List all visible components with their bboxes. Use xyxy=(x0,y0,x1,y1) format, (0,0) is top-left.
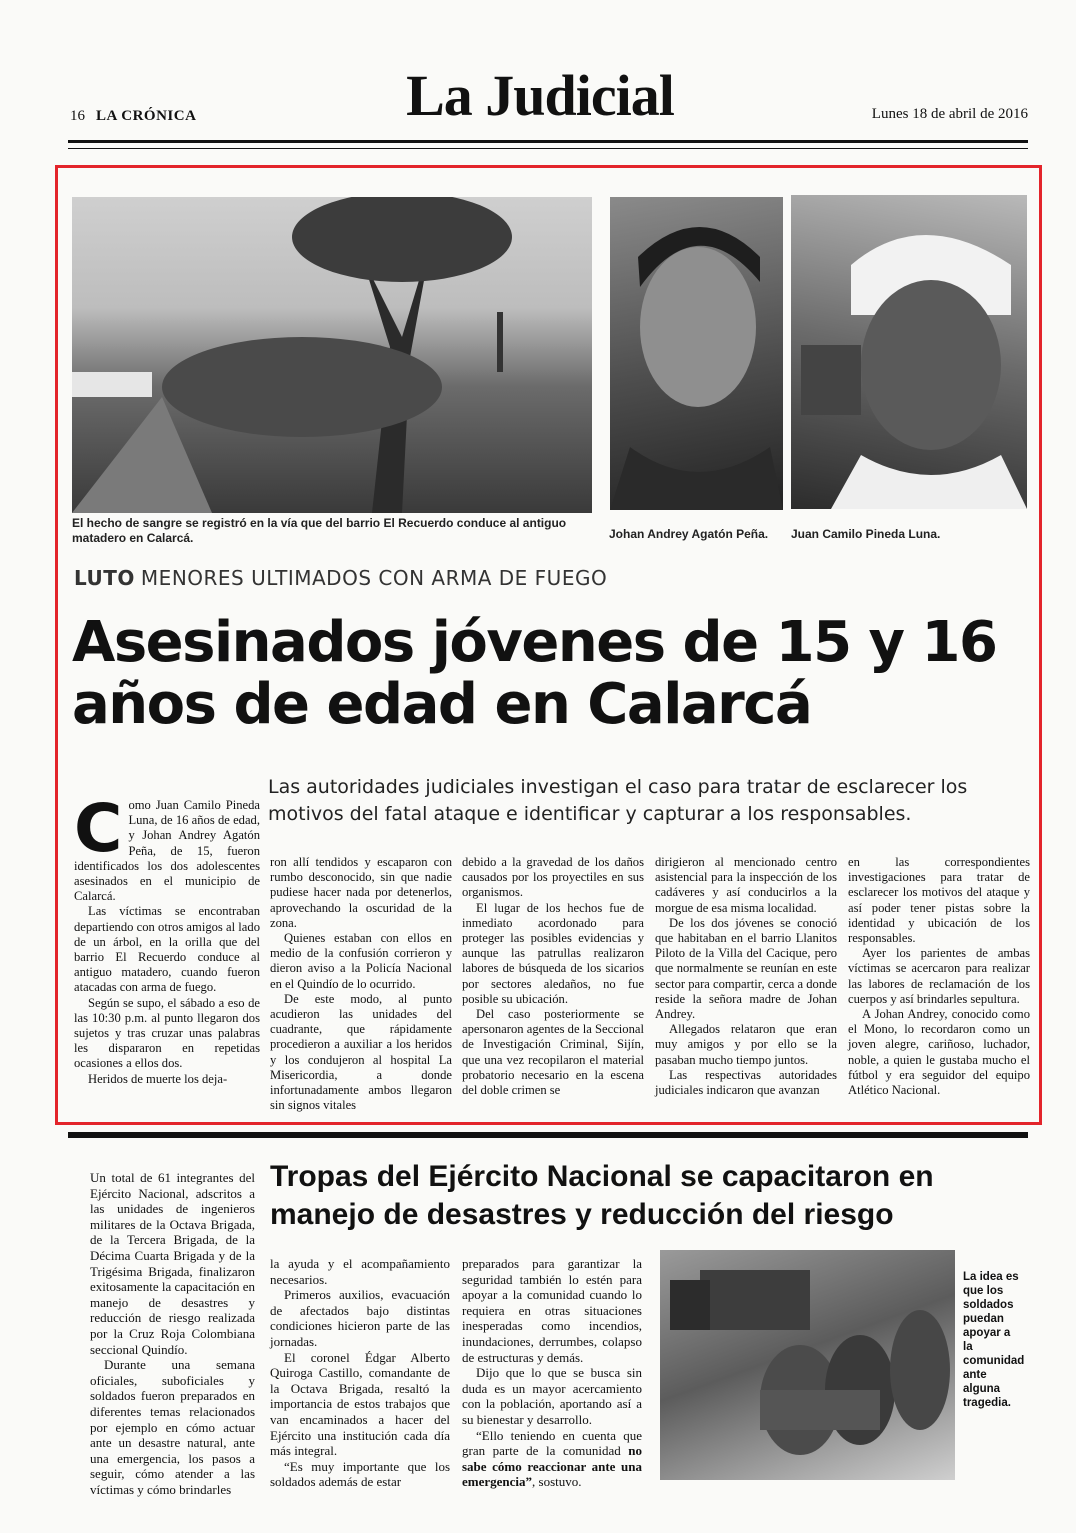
paragraph: omo Juan Camilo Pineda Luna, de 16 años de edad, y Johan Andrey Agatón Peña, de 15, fueron identificados los dos adolescentes asesinados en el municipio de Calarcá. xyxy=(74,798,260,904)
paragraph: De este modo, al punto acudieron las unidades del cuadrante, que rápidamente procedieron a auxiliar a los heridos y los condujeron al hospital La Misericordia, a donde infortunadamente ambos llegaron sin signos vitales xyxy=(270,991,452,1113)
story-headline: Asesinados jóvenes de 15 y 16 años de edad en Calarcá xyxy=(72,610,997,737)
paragraph: la ayuda y el acompañamiento necesarios. xyxy=(270,1256,450,1287)
paragraph: Según se supo, el sábado a eso de las 10:30 p.m. al punto llegaron dos sujetos y tras cruzar unas palabras les dispararon en repetidas ocasiones a ellos dos. xyxy=(74,995,260,1071)
paragraph: ron allí tendidos y escaparon con rumbo desconocido, sin que nadie pudiese hacer nada por detenerlos, aprovechando la oscuridad de la zona. xyxy=(270,855,452,930)
kicker-text: MENORES ULTIMADOS CON ARMA DE FUEGO xyxy=(140,566,608,590)
paragraph: De los dos jóvenes se conoció que habitaban en el barrio Llanitos Piloto de la Villa del Cacique, pero que normalmente se reunían en este sector para compartir, cerca a donde reside la señora madre de Johan Andrey. xyxy=(655,915,838,1022)
portrait-image xyxy=(610,197,783,510)
paragraph: El coronel Édgar Alberto Quiroga Castillo, comandante de la Octava Brigada, resaltó la importancia de estos trabajos que van encaminados a hacer del Ejército una institución cada día más integral. xyxy=(270,1349,450,1459)
quote-tail: , sostuvo. xyxy=(532,1474,582,1490)
paragraph: Ayer los parientes de ambas víctimas se acercaron para realizar las labores de reclamación de los cuerpos y así brindarles sepultura. xyxy=(848,946,1030,1006)
story2-column-3 xyxy=(462,1256,642,1490)
victim-photo-johan xyxy=(610,197,783,510)
story-deck: Las autoridades judiciales investigan el caso para tratar de esclarecer los motivos del fatal ataque e identificar y capturar a los responsables. xyxy=(268,776,968,825)
section-title: La Judicial xyxy=(406,63,674,128)
issue-date: Lunes 18 de abril de 2016 xyxy=(871,106,1028,122)
section-divider xyxy=(68,1132,1028,1138)
paragraph: Allegados relataron que eran muy amigos y por ello se la pasaban mucho tiempo juntos. xyxy=(655,1022,837,1067)
scene-photo-caption: El hecho de sangre se registró en la vía que del barrio El Recuerdo conduce al antiguo matadero en Calarcá. xyxy=(72,516,567,545)
tree-scene-image xyxy=(72,197,592,513)
masthead-rule xyxy=(68,140,1028,152)
paragraph: A Johan Andrey, conocido como el Mono, lo recordaron como un joven alegre, cariñoso, luchador, noble, a quien le gustaba mucho el fútbol y era seguidor del equipo Atlético Nacional. xyxy=(848,1007,1030,1098)
story-column-3 xyxy=(462,855,644,1098)
quote-text: “Ello teniendo en cuenta que gran parte de la comunidad xyxy=(462,1427,642,1459)
portrait-image xyxy=(791,195,1027,509)
page-number: 16 xyxy=(70,108,85,124)
paper-name: LA CRÓNICA xyxy=(96,108,197,124)
paragraph: Del caso posteriormente se apersonaron agentes de la Seccional de Investigación Criminal, Sijín, que una vez recopilaron el material probatorio necesario en la escena del doble crimen se xyxy=(462,1007,644,1098)
crime-scene-photo xyxy=(72,197,592,513)
paragraph: preparados para garantizar la seguridad también lo estén para apoyar a la comunidad cuando lo requiera en otras situaciones inesperadas como incendios, inundaciones, derrumbes, colapso de estructuras y demás. xyxy=(462,1256,642,1365)
story-column-1 xyxy=(74,790,260,1087)
story2-column-1 xyxy=(90,1170,255,1497)
drop-cap: C xyxy=(74,790,123,867)
paragraph: en las correspondientes investigaciones para tratar de esclarecer los motivos del ataque y así poder tener pistas sobre la identidad y ubicación de los responsables. xyxy=(848,855,1030,946)
paragraph: Primeros auxilios, evacuación de afectados bajo distintas condiciones hicieron parte de las jornadas. xyxy=(270,1287,450,1349)
paragraph: El lugar de los hechos fue de inmediato acordonado para proteger las posibles evidencias y aunque las patrullas realizaron labores de búsqueda de los sicarios por sectores aledaños, no fue posible su ubicación. xyxy=(462,900,644,1006)
paragraph: debido a la gravedad de los daños causados por los proyectiles en sus organismos. xyxy=(462,855,644,900)
paragraph: Las respectivas autoridades judiciales indicaron que avanzan xyxy=(655,1067,837,1098)
troops-photo-caption: La idea es que los soldados puedan apoyar a la comunidad ante alguna tragedia. xyxy=(963,1271,1025,1409)
paragraph: Las víctimas se encontraban departiendo con otros amigos al lado de un árbol, en la orilla que del barrio El Recuerdo conduce al antiguo matadero, cuando fueron atacadas con arma de fuego. xyxy=(74,904,260,995)
masthead xyxy=(0,0,1076,160)
victim2-caption: Juan Camilo Pineda Luna. xyxy=(791,527,941,541)
story-column-2 xyxy=(270,855,452,1113)
story2-column-2 xyxy=(270,1256,450,1490)
story-column-4 xyxy=(655,855,837,1098)
victim1-caption: Johan Andrey Agatón Peña. xyxy=(609,527,769,541)
paragraph: Durante una semana oficiales, suboficiales y soldados fueron preparados en diferentes temas relacionados por ejemplo en cómo actuar ante un desastre natural, ante una emergencia, los pasos a seguir, cómo atender a las víctimas y cómo brindarles xyxy=(90,1357,255,1497)
paragraph: “Es muy importante que los soldados además de estar xyxy=(270,1458,450,1490)
paragraph: dirigieron al mencionado centro asistencial para la inspección de los cadáveres y así conducirlos a la morgue de esa misma localidad. xyxy=(655,855,837,915)
story2-headline: Tropas del Ejército Nacional se capacitaron en manejo de desastres y reducción del riesgo xyxy=(270,1160,934,1231)
quote-emphasis: no sabe cómo reaccionar ante una emergencia” xyxy=(462,1443,643,1490)
paragraph: Heridos de muerte los deja- xyxy=(88,1071,228,1086)
story-kicker xyxy=(74,566,607,590)
paragraph xyxy=(462,1428,642,1490)
kicker-tag: LUTO xyxy=(74,566,135,590)
paragraph: Dijo que lo que se busca sin duda es un mayor acercamiento con la población, aportando así a su bienestar y desarrollo. xyxy=(462,1365,642,1427)
story-column-5 xyxy=(848,855,1030,1098)
soldiers-image xyxy=(660,1250,955,1480)
victim-photo-juan-camilo xyxy=(791,195,1027,509)
soldiers-training-photo xyxy=(660,1250,955,1480)
paragraph: Quienes estaban con ellos en medio de la confusión corrieron y dieron aviso a la Policía Nacional en el Quindío de lo ocurrido. xyxy=(270,931,452,991)
paragraph: Un total de 61 integrantes del Ejército Nacional, adscritos a las unidades de ingenieros militares de la Octava Brigada, de la Tercera Brigada, de la Décima Cuarta Brigada y de la Trigésima Brigada, finalizaron exitosamente la capacitación en manejo de desastres y reducción de riesgo realizada por la Cruz Roja Colombiana seccional Quindío. xyxy=(90,1170,255,1357)
